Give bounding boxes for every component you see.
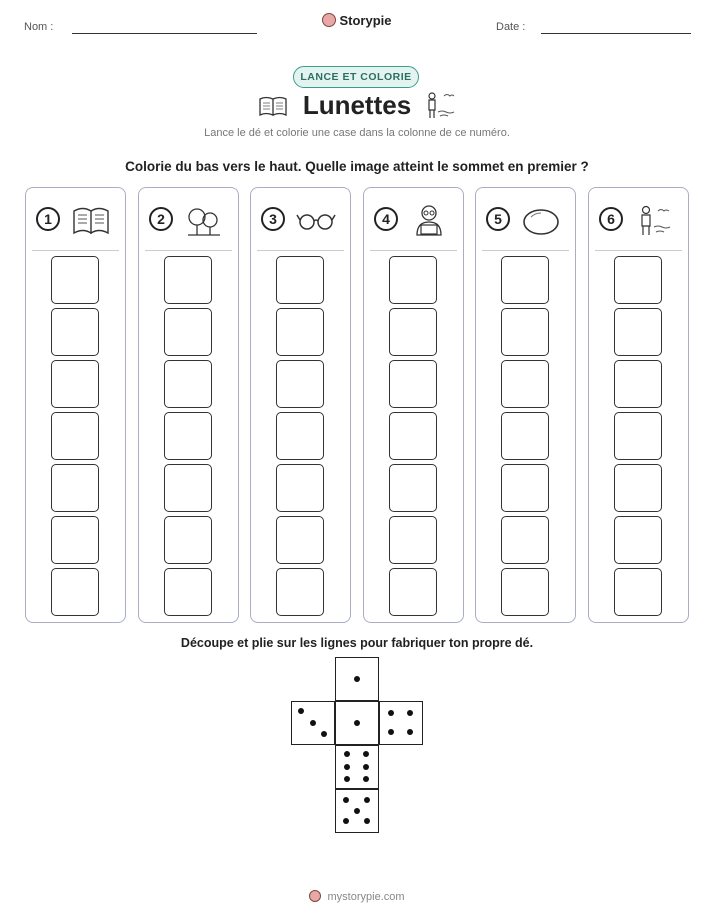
column-number: 5: [486, 207, 510, 231]
color-box[interactable]: [164, 568, 212, 616]
dice-face-1: [335, 701, 379, 745]
dice-face-4: [379, 701, 423, 745]
grandma-reading-icon: [409, 203, 449, 237]
dice-pip: [344, 776, 350, 782]
color-box[interactable]: [276, 516, 324, 564]
color-box[interactable]: [51, 360, 99, 408]
dice-pip: [344, 764, 350, 770]
color-box[interactable]: [51, 568, 99, 616]
dice-pip: [388, 729, 394, 735]
dice-pip: [364, 818, 370, 824]
column-5: [475, 187, 576, 623]
color-box[interactable]: [276, 568, 324, 616]
dice-pip: [354, 676, 360, 682]
color-box[interactable]: [501, 516, 549, 564]
color-box[interactable]: [389, 308, 437, 356]
color-box[interactable]: [501, 568, 549, 616]
color-box[interactable]: [389, 464, 437, 512]
color-box[interactable]: [389, 412, 437, 460]
dice-face-5: [335, 789, 379, 833]
color-box[interactable]: [276, 256, 324, 304]
dice-pip: [344, 751, 350, 757]
color-box[interactable]: [276, 360, 324, 408]
dice-pip: [298, 708, 304, 714]
color-box[interactable]: [164, 360, 212, 408]
color-box[interactable]: [614, 256, 662, 304]
column-divider: [370, 250, 457, 251]
dice-pip: [343, 797, 349, 803]
column-divider: [482, 250, 569, 251]
color-box[interactable]: [501, 308, 549, 356]
color-box[interactable]: [501, 412, 549, 460]
dice-pip: [363, 764, 369, 770]
color-box[interactable]: [389, 568, 437, 616]
color-box[interactable]: [389, 256, 437, 304]
dice-pip: [354, 720, 360, 726]
color-box[interactable]: [51, 464, 99, 512]
color-box[interactable]: [501, 256, 549, 304]
dice-pip: [321, 731, 327, 737]
person-at-sea-icon: [634, 203, 674, 237]
color-box[interactable]: [276, 412, 324, 460]
dice-pip: [407, 710, 413, 716]
color-box[interactable]: [164, 464, 212, 512]
dice-pip: [363, 751, 369, 757]
column-number: 2: [149, 207, 173, 231]
color-box[interactable]: [614, 464, 662, 512]
color-box[interactable]: [389, 360, 437, 408]
brand-logo: [0, 13, 714, 28]
color-box[interactable]: [51, 412, 99, 460]
instruction: Colorie du bas vers le haut. Quelle image atteint le sommet en premier ?: [125, 159, 589, 174]
storypie-mascot-icon: [322, 13, 336, 27]
footer: [0, 890, 714, 903]
cut-instruction: Découpe et plie sur les lignes pour fabriquer ton propre dé.: [180, 636, 534, 650]
color-box[interactable]: [614, 568, 662, 616]
color-box[interactable]: [501, 464, 549, 512]
column-divider: [32, 250, 119, 251]
dice-pip: [407, 729, 413, 735]
dice-face-3: [291, 701, 335, 745]
book-icon: [71, 203, 111, 237]
color-box[interactable]: [389, 516, 437, 564]
column-number: 1: [36, 207, 60, 231]
color-box[interactable]: [276, 308, 324, 356]
color-box[interactable]: [614, 308, 662, 356]
dice-pip: [310, 720, 316, 726]
color-box[interactable]: [164, 308, 212, 356]
column-3: [250, 187, 351, 623]
dice-pip: [354, 808, 360, 814]
dice-pip: [388, 710, 394, 716]
dice-pip: [364, 797, 370, 803]
dice-pip: [363, 776, 369, 782]
color-box[interactable]: [51, 256, 99, 304]
name-label: Nom :: [24, 21, 54, 33]
dice-face-1: [335, 657, 379, 701]
column-divider: [145, 250, 232, 251]
color-box[interactable]: [51, 516, 99, 564]
column-1: [25, 187, 126, 623]
color-box[interactable]: [614, 360, 662, 408]
dice-pip: [343, 818, 349, 824]
storypie-mascot-icon: [309, 890, 321, 902]
activity-badge: LANCE ET COLORIE: [293, 66, 419, 88]
subtitle: Lance le dé et colorie une case dans la colonne de ce numéro.: [204, 127, 510, 139]
color-box[interactable]: [614, 516, 662, 564]
lens-icon: [521, 203, 561, 237]
column-4: [363, 187, 464, 623]
column-number: 3: [261, 207, 285, 231]
trees-icon: [184, 203, 224, 237]
color-box[interactable]: [51, 308, 99, 356]
footer-url: mystorypie.com: [327, 891, 405, 903]
dice-face-6: [335, 745, 379, 789]
brand-name: Storypie: [339, 13, 392, 28]
page-title: Lunettes: [302, 90, 412, 120]
color-box[interactable]: [501, 360, 549, 408]
color-box[interactable]: [164, 516, 212, 564]
name-line[interactable]: [72, 33, 257, 34]
column-6: [588, 187, 689, 623]
person-at-sea-icon: [422, 90, 456, 122]
column-2: [138, 187, 239, 623]
color-box[interactable]: [164, 256, 212, 304]
date-label: Date :: [496, 21, 526, 33]
color-box[interactable]: [164, 412, 212, 460]
glasses-icon: [296, 203, 336, 237]
column-divider: [595, 250, 682, 251]
date-line[interactable]: [541, 33, 691, 34]
color-box[interactable]: [276, 464, 324, 512]
column-number: 4: [374, 207, 398, 231]
column-divider: [257, 250, 344, 251]
color-box[interactable]: [614, 412, 662, 460]
column-number: 6: [599, 207, 623, 231]
